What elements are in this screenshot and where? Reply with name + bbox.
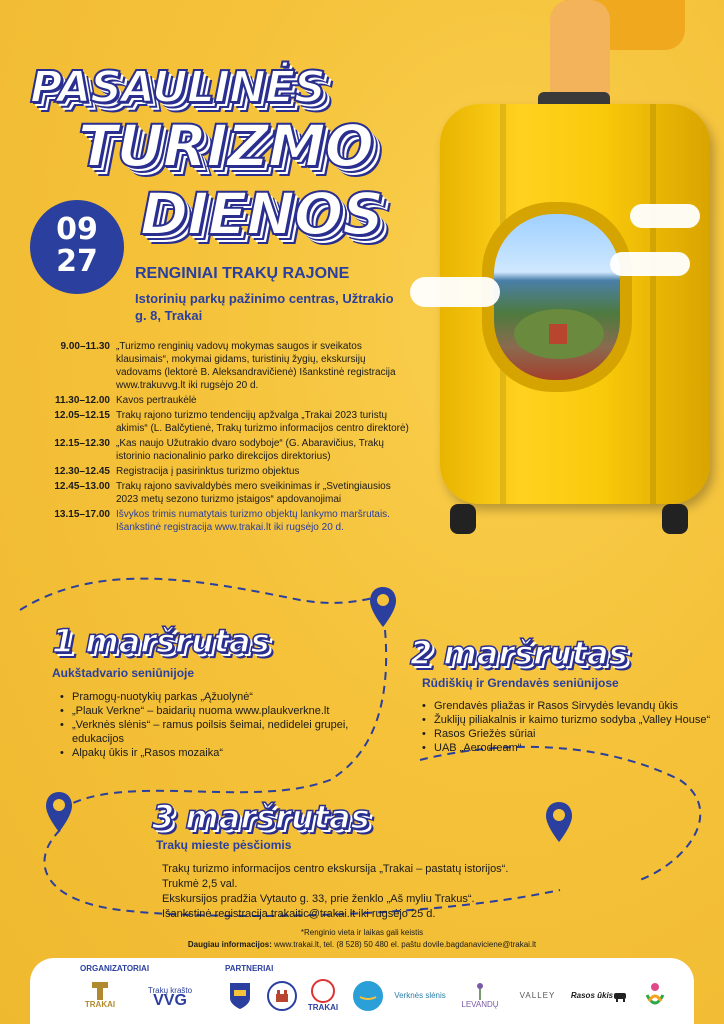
schedule-row [30, 394, 410, 407]
vvg-logo-top: Trakų krašto [147, 986, 193, 995]
window-view [494, 214, 620, 380]
verknes-logo: Verknės slėnis [394, 991, 446, 1000]
route1-subtitle: Aukštadvario seniūnijoje [52, 666, 195, 680]
title-line-2: TURIZMO [78, 112, 373, 180]
list-item: • „Plauk Verkne“ – baidarių nuoma www.plaukverkne.lt [60, 704, 360, 718]
vvg-logo [130, 978, 210, 1014]
route1-title: 1 maršrutas [52, 622, 270, 660]
schedule-time: 9.00–11.30 [60, 341, 110, 352]
trakai-circle-logo [305, 978, 341, 1014]
cloud-shape [410, 277, 500, 307]
more-info-text: www.trakai.lt, tel. (8 528) 50 480 el. paštu dovile.bagdanaviciene@trakai.lt [274, 940, 537, 949]
events-heading: RENGINIAI TRAKŲ RAJONE [135, 265, 350, 282]
schedule-row [30, 409, 410, 435]
date-badge [30, 200, 124, 294]
schedule-desc: Registracija į pasirinktus turizmo objektus [116, 466, 300, 477]
festival-logo [635, 978, 675, 1014]
hand-shape [550, 0, 610, 100]
schedule-desc: Trakų rajono savivaldybės mero sveikinimas ir „Svetingiausios 2023 metų sezono turizmo įstaigos“ apdovanojimai [116, 481, 391, 505]
rasos-logo [570, 978, 630, 1014]
list-item: • Žuklijų piliakalnis ir kaimo turizmo sodyba „Valley House“ [422, 713, 712, 727]
coat-of-arms-logo [225, 978, 255, 1014]
schedule-time: 12.30–12.45 [54, 466, 110, 477]
route1-list [60, 690, 360, 760]
schedule [30, 340, 410, 536]
airplane-window [482, 202, 632, 392]
list-item: • Rasos Griežės sūriai [422, 727, 712, 741]
suitcase-illustration [430, 92, 720, 532]
kayak-logo-circle [353, 981, 383, 1011]
wheel-icon [662, 504, 688, 534]
wheel-icon [450, 504, 476, 534]
list-item: • UAB „Aerodream“ [422, 741, 712, 755]
venue-address: Istorinių parkų pažinimo centras, Užtrakio g. 8, Trakai [135, 291, 394, 323]
schedule-desc: „Kas naujo Užutrakio dvaro sodyboje“ (G. Abaravičius, Trakų istorinio nacionalinio parko direkcijos direktorius) [116, 438, 384, 462]
title-line-3: DIENOS [140, 180, 383, 248]
route3-line: Išankstinė registracija trakaitic@trakai.lt iki rugsėjo 25 d. [162, 908, 436, 920]
schedule-row [30, 437, 410, 463]
title-line-1: PASAULINĖS [30, 62, 325, 113]
note: *Renginio vieta ir laikas gali keistis [300, 928, 424, 937]
route2-list [422, 699, 712, 755]
vvg-logo-text: VVG [153, 992, 187, 1009]
schedule-desc: Išvykos trimis numatytais turizmo objektų lankymo maršrutais. Išankstinė registracija www.trakai.lt iki rugsėjo 20 d. [116, 509, 390, 533]
route2-subtitle: Rūdiškių ir Grendavės seniūnijose [422, 676, 619, 690]
schedule-desc: Kavos pertraukėlė [116, 395, 197, 406]
suitcase-stripe [650, 104, 656, 504]
castle-logo-circle [267, 981, 297, 1011]
levandu-logo [455, 978, 505, 1014]
colorful-figure-icon [643, 981, 667, 1011]
map-pin-icon [368, 585, 398, 629]
date-day: 27 [56, 244, 98, 279]
more-info [0, 940, 724, 949]
schedule-time: 12.15–12.30 [54, 438, 110, 449]
cloud-shape [610, 252, 690, 276]
lavender-icon [470, 982, 490, 1000]
route2-title: 2 maršrutas [410, 634, 628, 672]
schedule-desc: „Turizmo renginių vadovų mokymas saugos ir sveikatos klausimais“, mokymai gidams, turistinių žygių, ekskursijų vadovams (lektorė B. Aleksandravičienė) Išankstinė registracija www.trakuvvg.lt iki rugsėjo 20 d. [116, 341, 396, 391]
route3-line: Trakų turizmo informacijos centro ekskursija „Trakai – pastatų istorijos“. [162, 863, 509, 875]
trakai-emblem-icon [90, 982, 110, 1000]
more-info-label: Daugiau informacijos: [187, 940, 272, 949]
castle-shape [549, 324, 567, 344]
partners-label: PARTNERIAI [225, 964, 274, 973]
route3-title: 3 maršrutas [152, 798, 370, 836]
route3-line: Trukmė 2,5 val. [162, 878, 238, 890]
schedule-row [30, 340, 410, 392]
route3-line: Ekskursijos pradžia Vytauto g. 33, prie ženklo „Aš myliu Trakus“. [162, 893, 475, 905]
schedule-time: 13.15–17.00 [54, 509, 110, 520]
kayak-logo [352, 978, 384, 1014]
schedule-row [30, 480, 410, 506]
schedule-row [30, 508, 410, 534]
castle-icon [274, 988, 290, 1004]
list-item: • Pramogų-nuotykių parkas „Ąžuolynė“ [60, 690, 360, 704]
schedule-row [30, 465, 410, 478]
list-item: • „Verknės slėnis“ – ramus poilsis šeimai, nedidelei grupei, edukacijos [60, 718, 360, 746]
schedule-time: 11.30–12.00 [54, 395, 110, 406]
schedule-desc: Trakų rajono turizmo tendencijų apžvalga „Trakai 2023 turistų akimis“ (L. Balčytienė, Trakų turizmo informacijos centro direktorė) [116, 410, 409, 434]
map-pin-icon [544, 800, 574, 844]
route3-subtitle: Trakų mieste pėsčiomis [156, 838, 292, 852]
route3-description [162, 862, 602, 922]
list-item: • Alpakų ūkis ir „Rasos mozaika“ [60, 746, 360, 760]
levandu-logo-text: LEVANDŲ [461, 1000, 499, 1009]
trakai-logo-text: TRAKAI [84, 1000, 116, 1009]
rasos-logo-text: Rasos ūkis [570, 991, 614, 1000]
valley-logo: VALLEY [519, 991, 556, 1000]
schedule-time: 12.05–12.15 [54, 410, 110, 421]
list-item: • Grendavės pliažas ir Rasos Sirvydės levandų ūkis [422, 699, 712, 713]
schedule-time: 12.45–13.00 [54, 481, 110, 492]
cloud-shape [630, 204, 700, 228]
castle-logo [265, 978, 299, 1014]
trakai-circle [311, 979, 335, 1003]
map-pin-icon [44, 790, 74, 834]
footer-logos [30, 958, 694, 1024]
organizers-label: ORGANIZATORIAI [80, 964, 150, 973]
trakai-logo [80, 978, 120, 1014]
trakai2-logo-text: TRAKAI [307, 1003, 339, 1012]
kayak-icon [359, 991, 377, 1001]
shield-icon [229, 982, 251, 1010]
cow-icon [613, 990, 629, 1002]
date-month: 09 [56, 212, 98, 247]
